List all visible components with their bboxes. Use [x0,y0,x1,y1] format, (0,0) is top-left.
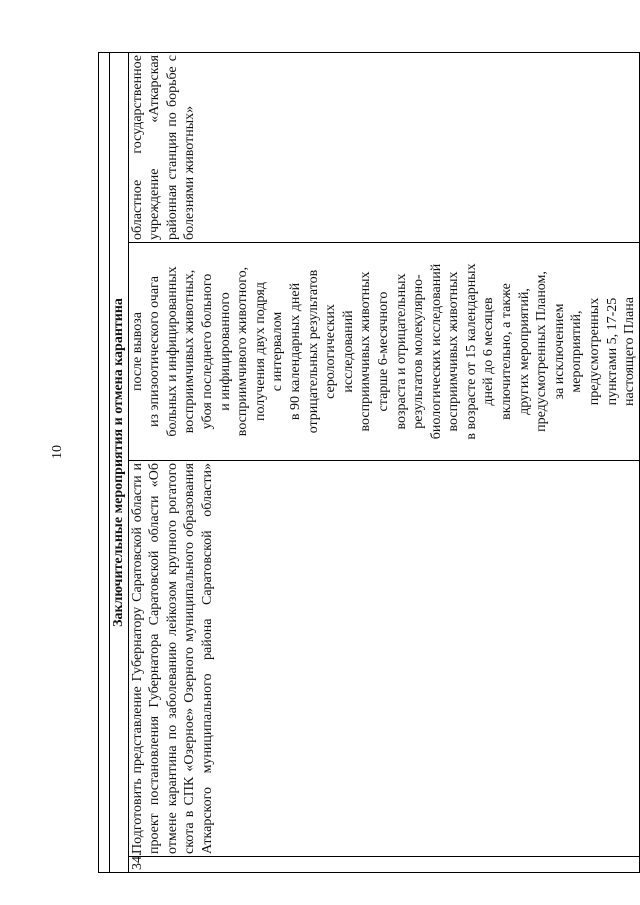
term-line: больных и инфицированных [164,266,180,437]
term-line: дней до 6 месяцев [481,297,497,406]
table-top-strip [99,53,110,873]
table-top-strip-cell [99,53,110,873]
term-line: включительно, а также [499,283,515,420]
measure-text: Подготовить представление Губернатору Саратовской области и проект постановления Губернатора Саратовской области «Об отмене карантина по заболеванию лейкозом крупного рогатого скота в СПК «Озерное» Озерного муниципального образования Аткарского муниципального района Саратовской области» [128,461,639,857]
term-line: за исключением [551,303,567,400]
term-line: отрицательных результатов [305,269,321,434]
term-line: серологических [323,304,339,399]
term-line: пунктами 5, 17-25 [604,297,620,406]
term-cell [128,243,639,461]
term-line: других мероприятий, [516,288,532,415]
term-line: восприимчивых животных, [182,269,198,434]
plan-table [98,52,640,873]
term-line: возраста и отрицательных [393,273,409,430]
term-line: предусмотренных [587,297,603,406]
term-line: после вывоза [129,311,145,392]
term-line: и инфицированного [217,292,233,411]
rotated-page-content [98,53,640,873]
section-header-row [110,53,129,873]
term-line: в 90 календарных дней [287,282,303,421]
term-line: настоящего Плана [622,297,638,406]
term-line: предусмотренных Планом, [534,271,550,432]
term-line: мероприятий, [569,310,585,393]
term-line: в возрасте от 15 календарных [463,263,479,440]
page-number: 10 [50,445,65,459]
term-line: убоя последнего больного [199,273,215,430]
row-number: 34. [128,857,639,873]
term-line: с интервалом [270,311,286,392]
term-line: результатов молекулярно- [411,274,427,429]
term-line: восприимчивого животного, [235,266,251,437]
term-line: старше 6-месячного [375,291,391,412]
term-line: восприимчивых животных [358,271,374,432]
term-line: биологических исследований [428,263,444,440]
term-line: получения двух подряд [252,282,268,422]
term-line: из эпизоотического очага [147,275,163,428]
table-row [128,53,639,873]
term-line: восприимчивых животных [446,271,462,432]
responsible-text: областное государственное учреждение «Аткарская районная станция по борьбе с болезнями животных» [128,53,639,243]
section-title: Заключительные мероприятия и отмена карантина [110,53,129,873]
term-line: исследований [340,310,356,393]
